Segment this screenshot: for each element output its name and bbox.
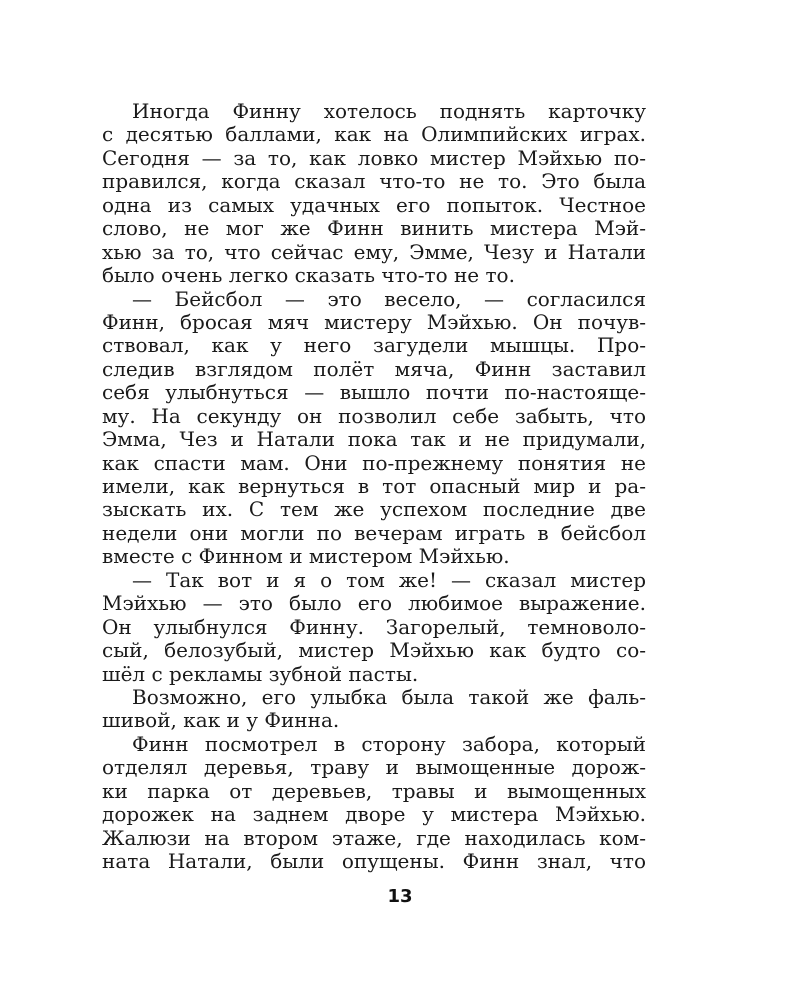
text-line: Сегодня — за то, как ловко мистер Мэйхью по- [102,145,646,170]
text-line: ствовал, как у него загудели мышцы. Про- [102,333,646,358]
text-line: Эмма, Чез и Натали пока так и не придумали, [102,427,646,452]
text-line: Мэйхью — это было его любимое выражение. [102,591,646,616]
text-line: слово, не мог же Финн винить мистера Мэй- [102,216,646,241]
text-line: одна из самых удачных его попыток. Честное [102,192,646,217]
page-number: 13 [387,886,413,907]
text-line: — Так вот и я о том же! — сказал мистер [132,567,646,592]
text-line: дорожек на заднем дворе у мистера Мэйхью. [102,802,646,827]
text-line: следив взглядом полёт мяча, Финн заставил [102,356,646,381]
text-line: му. На секунду он позволил себе забыть, что [102,403,646,428]
text-line: отделял деревья, траву и вымощенные дорож- [102,755,646,780]
text-line: вместе с Финном и мистером Мэйхью. [102,544,510,569]
text-line: хью за то, что сейчас ему, Эмме, Чезу и Натали [102,239,646,264]
text-line: Финн посмотрел в сторону забора, который [132,731,646,756]
text-line: Возможно, его улыбка была такой же фаль- [132,684,646,709]
text-line: было очень легко сказать что-то не то. [102,263,515,288]
body-text [102,100,646,873]
text-line: ки парка от деревьев, травы и вымощенных [102,778,646,803]
text-line: Иногда Финну хотелось поднять карточку [132,99,646,123]
text-line: шёл с рекламы зубной пасты. [102,661,419,686]
text-line: Он улыбнулся Финну. Загорелый, темноволо- [102,614,646,639]
text-line: шивой, как и у Финна. [102,708,340,733]
text-line: имели, как вернуться в тот опасный мир и ра- [102,474,646,498]
text-line: недели они могли по вечерам играть в бейсбол [102,520,646,545]
text-line: как спасти мам. Они по-прежнему понятия не [102,450,646,475]
text-line: Финн, бросая мяч мистеру Мэйхью. Он почув- [102,309,646,334]
text-line: правился, когда сказал что-то не то. Это была [102,169,646,194]
text-line: — Бейсбол — это весело, — согласился [132,286,646,311]
text-line: себя улыбнуться — вышло почти по-настояще- [102,380,646,405]
text-line: Жалюзи на втором этаже, где находилась ком- [102,825,646,850]
text-line: зыскать их. С тем же успехом последние две [102,497,646,522]
text-line: с десятью баллами, как на Олимпийских играх. [102,122,646,147]
text-line: ната Натали, были опущены. Финн знал, что [102,849,646,873]
text-line: сый, белозубый, мистер Мэйхью как будто со- [102,638,646,663]
